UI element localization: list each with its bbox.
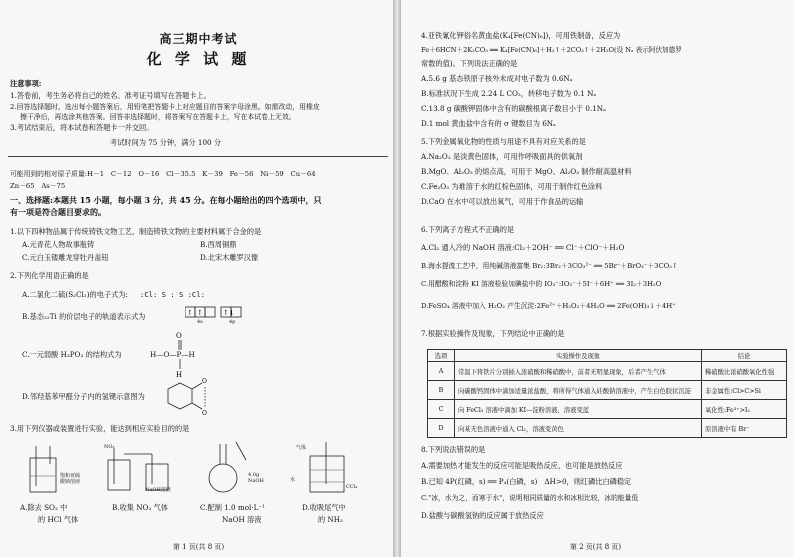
atomic-masses: 可能用到的相对原子质量:H－1 C－12 O－16 Cl－35.5 K－39 Fe－56 Ni－59 Cu－64 [10,170,316,178]
divider [8,156,388,157]
q6-option-d: D.FeSO₄ 溶液中加入 H₂O₂ 产生沉淀:2Fe²⁺＋H₂O₂＋4H₂O ══ 2Fe(OH)₃↓＋4H⁺ [421,302,676,310]
table-cell: 非金属性:Cl>C>Si [702,381,787,400]
notice-line: 1.答卷前，考生务必将自己的姓名、准考证号填写在答题卡上。 [10,91,211,100]
q8-option-d: D.盐酸与碳酸氢钠的反应属于放热反应 [421,511,544,520]
question-6: 6.下列离子方程式不正确的是 [421,225,515,234]
q2-option-a: A.二氯化二硫(S₂Cl₂)的电子式为: [22,290,128,299]
q3-option-a: A.除去 SO₂ 中 [20,503,68,512]
q8-option-c: C."冰，水为之，而寒于水"，说明相同质量的水和冰相比较，冰的能量低 [421,494,639,502]
question-2: 2.下列化学用语正确的是 [10,271,89,280]
time-score: 考试时间为 75 分钟，满分 100 分 [110,138,222,147]
q6-option-b: B.海水提溴工艺中，用纯碱溶液富集 Br₂:3Br₂＋3CO₃²⁻ ══ 5Br⁻＋BrO₃⁻＋3CO₂↑ [421,262,678,270]
q5-option-b: B.MgO、Al₂O₃ 的熔点高，可用于 MgO、Al₂O₃ 制作耐高温材料 [421,167,632,176]
page-footer: 第 1 页(共 8 页) [172,543,225,551]
orbital-diagram [185,305,245,331]
exam-page-2 [397,0,794,557]
question-1: 1.以下四种物品属于传统铸铁文物工艺，制造铸铁文物的主要材料属于合金的是 [10,227,262,236]
exam-title: 高三期中考试 [159,32,238,46]
table-header-row [428,350,787,362]
apparatus-label: 水 [290,477,296,483]
orbital-boxes-icon [185,305,245,327]
q2-option-c: C.一元弱酸 H₃PO₂ 的结构式为 [22,350,122,359]
svg-text:H: H [176,371,183,378]
table-cell: B [428,381,455,400]
table-cell: 常温下将铁片分别插入浓硝酸和稀硝酸中，前者无明显现象，后者产生气体 [455,362,702,381]
q4-option-b: B.标准状况下生成 2.24 L CO₂，转移电子数为 0.1 Nₐ [421,89,597,98]
table-cell: C [428,400,455,419]
q4-continued: 常数的值)。下列说法正确的是 [421,59,518,68]
q3-option-d: D.收吸尾气中 [302,503,346,512]
table-cell: 向某无色溶液中通入 Cl₂，溶液变黄色 [455,419,702,438]
section-heading: 有一项是符合题目要求的。 [10,207,106,217]
table-header: 实验操作及现象 [455,350,702,362]
question-7: 7.根据实验操作及现象，下列结论中正确的是 [421,329,565,338]
table-cell: 稀硝酸比浓硝酸氧化性强 [702,362,787,381]
table-row [428,362,787,381]
table-cell: 氧化性:Fe³⁺>I₂ [702,400,787,419]
hydrogen-bond-structure-icon [160,375,220,420]
svg-text:O: O [176,332,182,340]
table-cell: A [428,362,455,381]
q5-option-d: D.CaO 在水中可以放出氧气，可用于作食品的运输 [421,197,584,206]
q2-electron-formula: :Cl: S : S :Cl: [140,290,205,299]
q6-option-c: C.用醋酸和淀粉 KI 溶液检验加碘盐中的 IO₃⁻:IO₃⁻＋5I⁻＋6H⁺ ══ 3I₂＋3H₂O [421,280,662,288]
notice-line: 擦干净后，再选涂其他答案。回答非选择题时，将答案写在答题卡上，写在本试卷上无效。 [20,113,296,121]
apparatus-label: CCl₄ [346,484,358,490]
table-row [428,419,787,438]
q3-option-c-cont: NaOH 溶液 [222,515,262,524]
atomic-masses: Zn－65 As－75 [10,182,66,190]
table-header: 结论 [702,350,787,362]
subject-title: 化 学 试 题 [146,50,251,68]
svg-text:↑: ↑ [187,309,193,317]
svg-text:O: O [202,410,207,417]
apparatus-label: NO₂ [104,444,115,450]
orbital-label-4p: 4p [229,319,236,325]
q4-option-a: A.5.6 g 基态铁原子核外未成对电子数为 0.6Nₐ [421,74,573,83]
orbital-label-4s: 4s [197,319,203,325]
q3-option-d-cont: 的 NH₃ [318,515,343,524]
question-4: 4.亚铁氰化钾俗名黄血盐(K₄[Fe(CN)₆])，可用铁制备，反应为 [421,31,621,40]
page-footer: 第 2 页(共 8 页) [569,543,622,551]
table-header: 选项 [428,350,455,362]
notice-line: 2.回答选择题时，选出每小题答案后，用铅笔把答题卡上对应题目的答案字母涂黑。如需改动，用橡皮 [10,103,320,111]
experiment-table [427,349,787,438]
page-fold [393,0,401,557]
table-cell: 向 FeCl₃ 溶液中滴加 KI—淀粉溶液，溶液变蓝 [455,400,702,419]
notice-line: 3.考试结束后，将本试卷和答题卡一并交回。 [10,123,154,132]
svg-text:O: O [202,378,207,385]
q2-option-b: B.基态₂₂Ti 的价层电子的轨道表示式为 [22,312,146,321]
table-cell: 向碳酸钙固体中滴加适量浓盐酸，将所得气体通入硅酸钠溶液中，产生白色胶状沉淀 [455,381,702,400]
q3-option-b: B.收集 NO₂ 气体 [112,503,168,512]
q8-option-a: A.需要加热才能发生的反应可能是吸热反应，也可能是放热反应 [421,461,623,470]
question-5: 5.下列金属氧化物的性质与用途不具有对应关系的是 [421,137,586,146]
apparatus-label: 4.0g [248,472,260,478]
question-3: 3.用下列仪器或装置进行实验，能达到相应实验目的的是 [10,424,190,433]
q2-structure: H—O—P—H [150,350,195,359]
table-cell: 原溶液中有 Br⁻ [702,419,787,438]
q4-option-d: D.1 mol 黄血盐中含有的 σ 键数目为 6Nₐ [421,119,556,128]
q1-option-d: D.北宋木雕罗汉像 [200,253,259,262]
lab-apparatus-figures [10,440,390,502]
apparatus-label: 酸钠溶液 [60,479,81,485]
apparatus-label: 气体 [296,445,307,451]
q3-option-c: C.配制 1.0 mol·L⁻¹ [200,503,266,512]
apparatus-label: NaOH溶液 [145,487,171,493]
table-cell: D [428,419,455,438]
q3-option-a-cont: 的 HCl 气体 [38,515,79,524]
q1-option-a: A.元青花人物故事瓶铸 [22,240,95,249]
q2-option-d: D.邻羟基苯甲醛分子内的氢键示意图为 [22,392,145,401]
table-row [428,400,787,419]
section-heading: 一、选择题:本题共 15 小题，每小题 3 分，共 45 分。在每小题给出的四个选项中，只 [10,195,322,205]
notice-header: 注意事项: [10,79,42,88]
svg-text:↑: ↑ [197,309,203,317]
q5-option-a: A.Na₂O₂ 是淡黄色固体，可用作呼吸面具的供氧剂 [421,152,583,161]
q5-option-c: C.Fe₂O₃ 为难溶于水的红棕色固体，可用于制作红色涂料 [421,182,603,191]
q1-option-b: B.西周铜鼎 [200,240,237,249]
q6-option-a: A.Cl₂ 通入冷的 NaOH 溶液:Cl₂＋2OH⁻ ══ Cl⁻＋ClO⁻＋H₂O [421,243,625,252]
question-8: 8.下列说法错误的是 [421,445,486,454]
q1-option-c: C.元白玉镂雕龙穿牡丹盖钮 [22,253,109,262]
q4-equation: Fe＋6HCN＋2K₂CO₃ ══ K₄[Fe(CN)₆]＋H₂↑＋2CO₂↑＋2H₂O(设 Nₐ 表示阿伏加德罗 [421,46,682,54]
table-row [428,381,787,400]
q8-option-b: B.已知 4P(红磷，s) ══ P₄(白磷，s) ΔH>0，则红磷比白磷稳定 [421,477,632,486]
svg-text:↑↓: ↑↓ [223,309,235,317]
apparatus-label: NaOH [248,478,264,484]
phosphorus-structure-icon [170,330,190,378]
apparatus-label: 饱和亚硫 [60,473,81,479]
q4-option-c: C.13.8 g 碳酸钾固体中含有的碳酸根离子数目小于 0.1Nₐ [421,104,606,113]
